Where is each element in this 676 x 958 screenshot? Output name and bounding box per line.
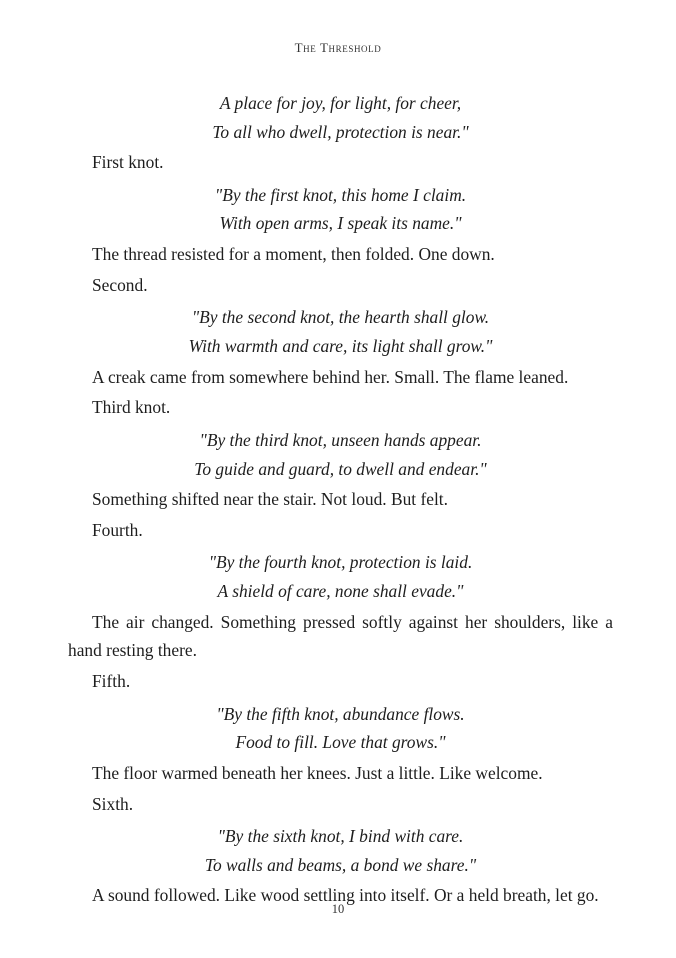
running-title: The Threshold: [294, 40, 382, 55]
page-body: [68, 89, 613, 912]
page-number: 10: [331, 902, 345, 916]
prose-paragraph: Sixth.: [92, 793, 134, 814]
verse-line: Food to fill. Love that grows.": [235, 732, 446, 753]
verse-line: To all who dwell, protection is near.": [212, 121, 469, 142]
verse-line: To walls and beams, a bond we share.": [204, 854, 477, 875]
prose-paragraph: Second.: [92, 274, 148, 295]
prose-paragraph: First knot.: [92, 152, 164, 173]
verse-line: A shield of care, none shall evade.": [217, 581, 464, 602]
verse-stanza: [68, 822, 613, 879]
verse-stanza: [68, 700, 613, 757]
prose-paragraph: The floor warmed beneath her knees. Just a little. Like welcome.: [92, 762, 543, 783]
verse-line: With warmth and care, its light shall grow.": [188, 335, 493, 356]
prose-paragraph: The thread resisted for a moment, then folded. One down.: [92, 243, 495, 264]
verse-stanza: [68, 89, 613, 146]
verse-line: "By the first knot, this home I claim.: [214, 184, 467, 205]
verse-stanza: [68, 303, 613, 360]
verse-line: With open arms, I speak its name.": [219, 213, 462, 234]
verse-line: "By the fifth knot, abundance flows.: [216, 703, 465, 724]
prose-paragraph: A creak came from somewhere behind her. Small. The flame leaned.: [92, 366, 569, 387]
prose-paragraph: Fourth.: [92, 519, 143, 540]
verse-stanza: [68, 426, 613, 483]
prose-paragraph: Fifth.: [92, 671, 131, 692]
prose-paragraph: Third knot.: [92, 397, 171, 418]
verse-line: "By the sixth knot, I bind with care.: [217, 826, 464, 847]
verse-line: A place for joy, for light, for cheer,: [219, 93, 462, 113]
prose-paragraph: A sound followed. Like wood settling into itself. Or a held breath, let go.: [92, 885, 599, 906]
prose-paragraph: Something shifted near the stair. Not loud. But felt.: [92, 489, 448, 510]
verse-line: To guide and guard, to dwell and endear.": [194, 458, 487, 479]
verse-line: "By the third knot, unseen hands appear.: [199, 429, 482, 450]
verse-stanza: [68, 181, 613, 238]
verse-line: "By the fourth knot, protection is laid.: [208, 552, 473, 573]
prose-paragraph: The air changed. Something pressed softly against her shoulders, like a hand resting there.: [68, 611, 613, 661]
verse-stanza: [68, 548, 613, 605]
verse-line: "By the second knot, the hearth shall glow.: [191, 307, 490, 328]
